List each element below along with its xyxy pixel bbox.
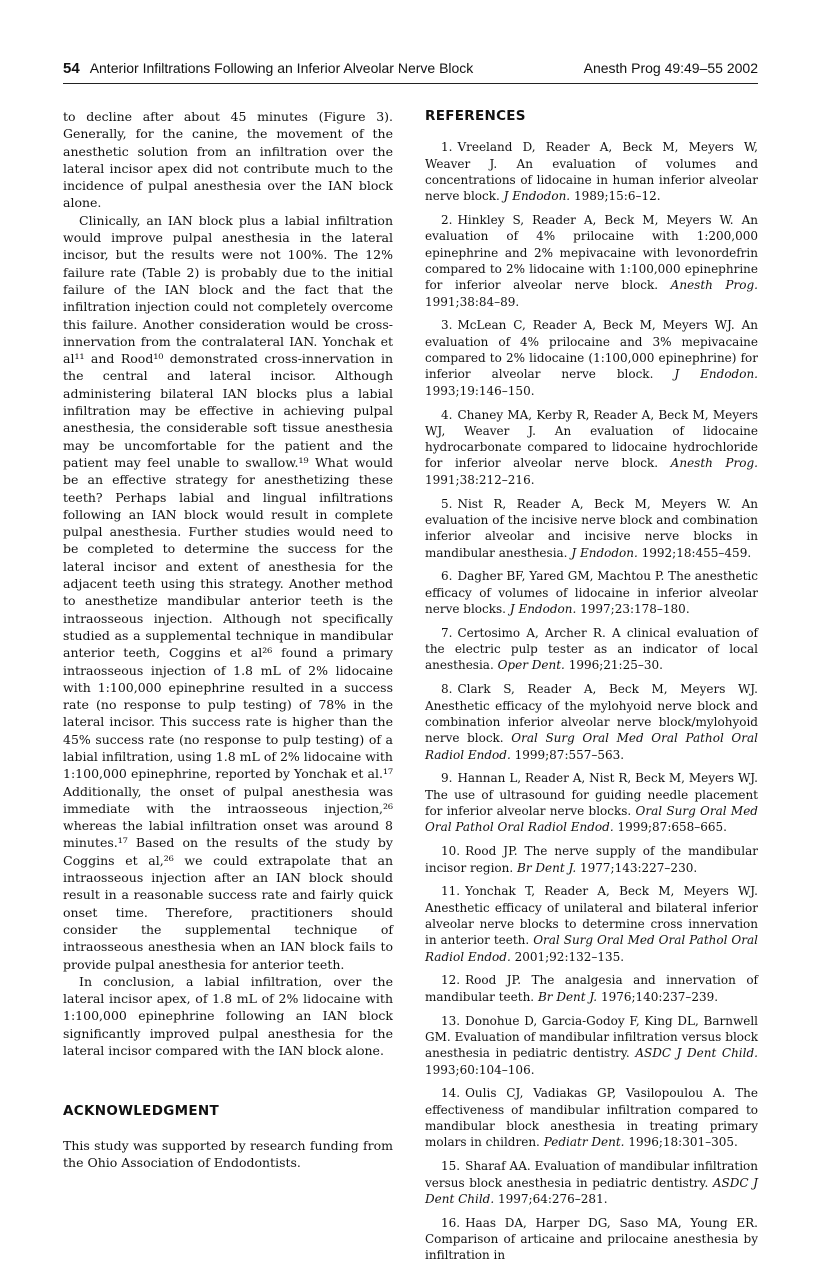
left-column [63,108,393,1171]
reference-item: 5. Nist R, Reader A, Beck M, Meyers W. An evaluation of the incisive nerve block and combination inferior alveolar and incisive nerve blocks in mandibular anesthesia. J Endodon. 1992;18:455–459. [425,496,758,560]
right-column [425,108,758,1271]
journal-citation: Anesth Prog 49:49–55 2002 [583,60,758,76]
acknowledgment-heading: ACKNOWLEDGMENT [63,1103,219,1120]
reference-item: 7. Certosimo A, Archer R. A clinical evaluation of the electric pulp tester as an indicator of local anesthesia. Oper Dent. 1996;21:25–30. [425,625,758,673]
reference-item: 3. McLean C, Reader A, Beck M, Meyers WJ. An evaluation of 4% prilocaine and 3% mepivacaine compared to 2% lidocaine (1:100,000 epinephrine) for inferior alveolar nerve block. J Endodon. 1993;19:146–150. [425,318,758,398]
reference-item: 1. Vreeland D, Reader A, Beck M, Meyers W, Weaver J. An evaluation of volumes and concentrations of lidocaine in human inferior alveolar nerve block. J Endodon. 1989;15:6–12. [425,140,758,204]
reference-item: 10. Rood JP. The nerve supply of the mandibular incisor region. Br Dent J. 1977;143:227–230. [425,844,758,875]
running-title: Anterior Infiltrations Following an Inferior Alveolar Nerve Block [89,60,474,76]
running-header [63,60,758,77]
reference-item: 9. Hannan L, Reader A, Nist R, Beck M, Meyers WJ. The use of ultrasound for guiding needle placement for inferior alveolar nerve blocks. Oral Surg Oral Med Oral Pathol Oral Radiol Endod. 1999;87:658–665. [425,771,758,835]
reference-item: 11. Yonchak T, Reader A, Beck M, Meyers WJ. Anesthetic efficacy of unilateral and bilateral inferior alveolar nerve blocks to determine cross innervation in anterior teeth. Oral Surg Oral Med Oral Pathol Oral Radiol Endod. 2001;92:132–135. [425,884,758,964]
reference-item: 2. Hinkley S, Reader A, Beck M, Meyers W. An evaluation of 4% prilocaine with 1:200,000 epinephrine and 2% mepivacaine with levonordefrin compared to 2% lidocaine with 1:100,000 epinephrine for inferior alveolar nerve block. Anesth Prog. 1991;38:84–89. [425,213,758,309]
body-paragraph: to decline after about 45 minutes (Figure 3). Generally, for the canine, the movement of the anesthetic solution from an infiltration over the lateral incisor apex did not contribute much to the incidence of pulpal anesthesia over the IAN block alone. [63,109,393,211]
page-number: 54 [63,60,80,77]
body-paragraph: Clinically, an IAN block plus a labial infiltration would improve pulpal anesthesia in the lateral incisor, but the results were not 100%. The 12% failure rate (Table 2) is probably due to the initial failure of the IAN block and the fact that the infiltration injection could not completely overcome this failure. Another consideration would be cross-innervation from the contralateral IAN. Yonchak et al¹¹ and Rood¹⁰ demonstrated cross-innervation in the central and lateral incisor. Although administering bilateral IAN blocks plus a labial infiltration may be effective in achieving pulpal anesthesia, the considerable soft tissue anesthesia may be uncomfortable for the patient and the patient may feel unable to swallow.¹⁹ What would be an effective strategy for anesthetizing these teeth? Perhaps labial and lingual infiltrations following an IAN block would result in complete pulpal anesthesia. Further studies would need to be completed to determine the success for the lateral incisor and extent of anesthesia for the adjacent teeth using this strategy. Another method to anesthetize mandibular anterior teeth is the intraosseous injection. Although not specifically studied as a supplemental technique in mandibular anterior teeth, Coggins et al²⁶ found a primary intraosseous injection of 1.8 mL of 2% lidocaine with 1:100,000 epinephrine resulted in a success rate (no response to pulp testing) of 78% in the lateral incisor. This success rate is higher than the 45% success rate (no response to pulp testing) of a labial infiltration, using 1.8 mL of 2% lidocaine with 1:100,000 epinephrine, reported by Yonchak et al.¹⁷ Additionally, the onset of pulpal anesthesia was immediate with the intraosseous injection,²⁶ whereas the labial infiltration onset was around 8 minutes.¹⁷ Based on the results of the study by Coggins et al,²⁶ we could extrapolate that an intraosseous injection after an IAN block should result in a reasonable success rate and fairly quick onset time. Therefore, practitioners should consider the supplemental technique of intraosseous anesthesia when an IAN block fails to provide pulpal anesthesia for anterior teeth. [63,212,393,972]
reference-item: 8. Clark S, Reader A, Beck M, Meyers WJ. Anesthetic efficacy of the mylohyoid nerve block and combination inferior alveolar nerve block/mylohyoid nerve block. Oral Surg Oral Med Oral Pathol Oral Radiol Endod. 1999;87:557–563. [425,682,758,762]
reference-item: 14. Oulis CJ, Vadiakas GP, Vasilopoulou A. The effectiveness of mandibular infiltration compared to mandibular block anesthesia in treating primary molars in children. Pediatr Dent. 1996;18:301–305. [425,1086,758,1150]
reference-item: 4. Chaney MA, Kerby R, Reader A, Beck M, Meyers WJ, Weaver J. An evaluation of lidocaine hydrocarbonate compared to lidocaine hydrochloride for inferior alveolar nerve block. Anesth Prog. 1991;38:212–216. [425,407,758,487]
reference-list [425,139,758,1263]
references-heading: REFERENCES [425,108,526,124]
reference-item: 13. Donohue D, Garcia-Godoy F, King DL, Barnwell GM. Evaluation of mandibular infiltration versus block anesthesia in pediatric dentistry. ASDC J Dent Child. 1993;60:104–106. [425,1013,758,1077]
reference-item: 15. Sharaf AA. Evaluation of mandibular infiltration versus block anesthesia in pediatric dentistry. ASDC J Dent Child. 1997;64:276–281. [425,1159,758,1206]
reference-item: 6. Dagher BF, Yared GM, Machtou P. The anesthetic efficacy of volumes of lidocaine in inferior alveolar nerve blocks. J Endodon. 1997;23:178–180. [425,569,758,616]
reference-item: 16. Haas DA, Harper DG, Saso MA, Young ER. Comparison of articaine and prilocaine anesthesia by infiltration in [425,1215,758,1263]
reference-item: 12. Rood JP. The analgesia and innervation of mandibular teeth. Br Dent J. 1976;140:237–239. [425,973,758,1004]
acknowledgment-text: This study was supported by research funding from the Ohio Association of Endodontists. [63,1137,393,1170]
body-paragraph: In conclusion, a labial infiltration, over the lateral incisor apex, of 1.8 mL of 2% lidocaine with 1:100,000 epinephrine following an IAN block significantly improved pulpal anesthesia for the lateral incisor compared with the IAN block alone. [63,973,393,1059]
header-rule [63,83,758,84]
